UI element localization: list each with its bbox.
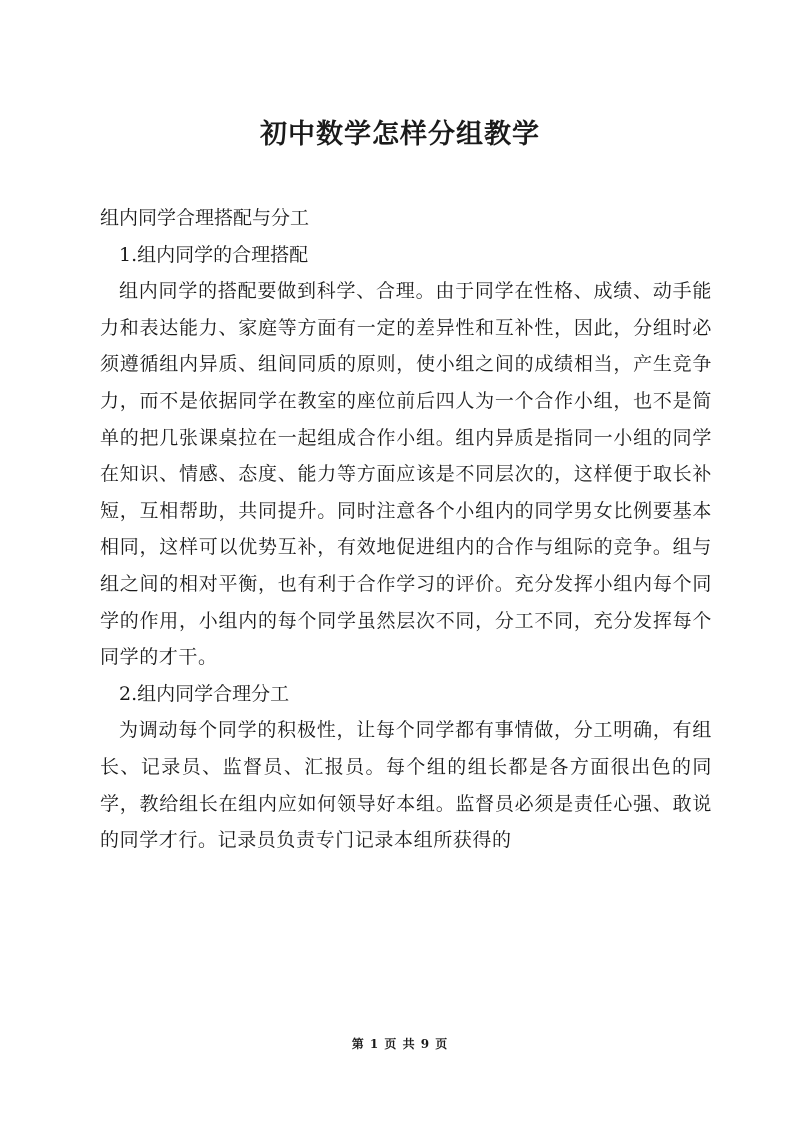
paragraph-2: 为调动每个同学的积极性，让每个同学都有事情做，分工明确，有组长、记录员、监督员、汇报员。每个组的组长都是各方面很出色的同学，教给组长在组内应如何领导好本组。监督员必须是责任心强、敢说的同学才行。记录员负责专门记录本组所获得的 [100,719,712,852]
subsection-heading-2: 2.组内同学合理分工 [119,682,290,705]
paragraph-1: 组内同学的搭配要做到科学、合理。由于同学在性格、成绩、动手能力和表达能力、家庭等方面有一定的差异性和互补性，因此，分组时必须遵循组内异质、组间同质的原则，使小组之间的成绩相当，产生竞争力，而不是依据同学在教室的座位前后四人为一个合作小组，也不是简单的把几张课桌拉在一起组成合作小组。组内异质是指同一小组的同学在知识、情感、态度、能力等方面应该是不同层次的，这样便于取长补短，互相帮助，共同提升。同时注意各个小组内的同学男女比例要基本相同，这样可以优势互补，有效地促进组内的合作与组际的竞争。组与组之间的相对平衡，也有利于合作学习的评价。充分发挥小组内每个同学的作用，小组内的每个同学虽然层次不同，分工不同，充分发挥每个同学的才干。 [100,280,712,669]
section-heading: 组内同学合理搭配与分工 [100,207,310,229]
page-footer: 第 1 页 共 9 页 [351,1037,449,1051]
document-body [100,200,712,859]
document-title: 初中数学怎样分组教学 [260,119,540,150]
subsection-heading-1: 1.组内同学的合理搭配 [119,243,309,266]
